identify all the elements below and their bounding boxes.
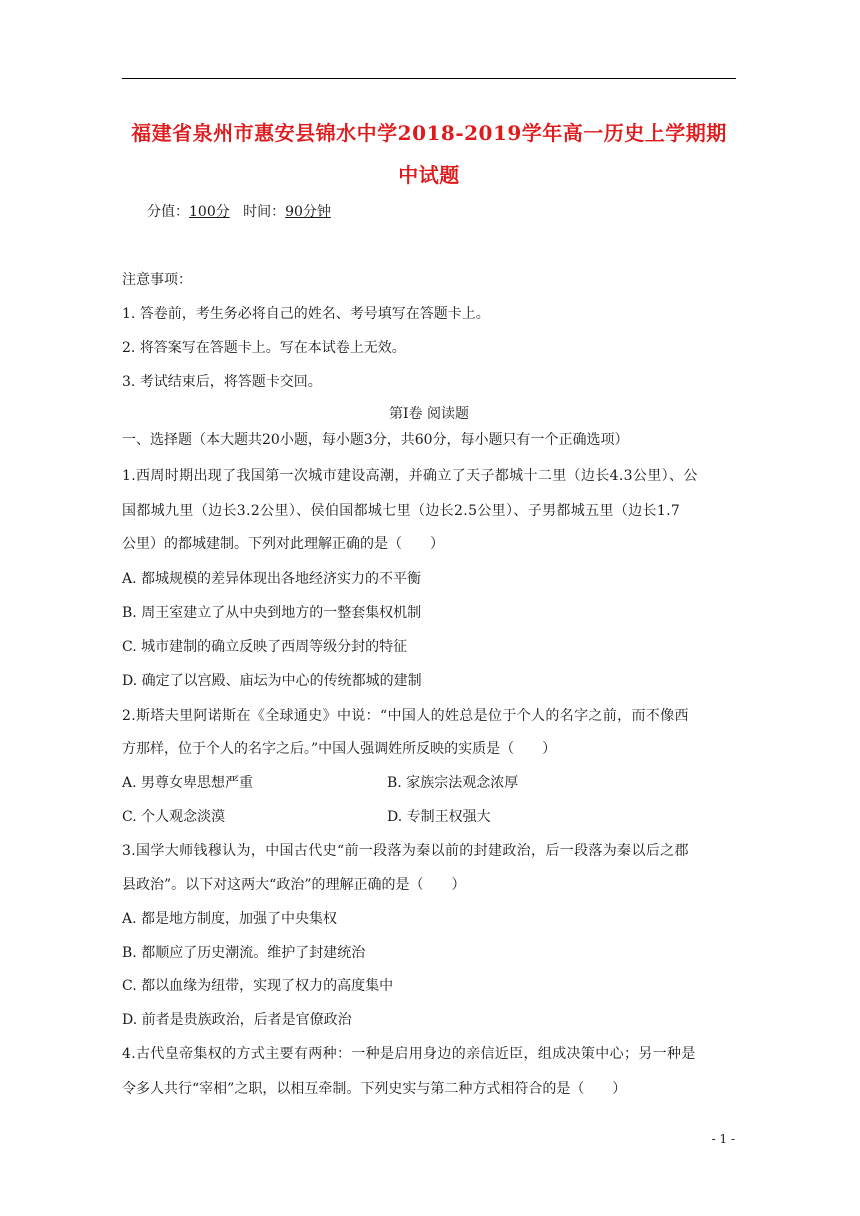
question-4-text: 4.古代皇帝集权的方式主要有两种：一种是启用身边的亲信近臣，组成决策中心；另一种是 <box>122 1046 696 1062</box>
page-number: - 1 - <box>711 1132 735 1146</box>
question-1-option-d: D. 确定了以宫殿、庙坛为中心的传统都城的建制 <box>122 673 422 689</box>
question-2-option-b: B. 家族宗法观念浓厚 <box>387 775 519 791</box>
question-3-text: 县政治”。以下对这两大“政治”的理解正确的是（ ） <box>122 877 466 893</box>
question-4-text: 令多人共行“宰相”之职，以相互牵制。下列史实与第二种方式相符合的是（ ） <box>122 1081 627 1097</box>
notes-heading: 注意事项： <box>122 272 192 288</box>
header-rule <box>122 78 736 79</box>
question-2-option-d: D. 专制王权强大 <box>387 809 491 825</box>
question-1-option-a: A. 都城规模的差异体现出各地经济实力的不平衡 <box>122 571 422 587</box>
question-1-option-b: B. 周王室建立了从中央到地方的一整套集权机制 <box>122 605 422 621</box>
note-item: 1. 答卷前，考生务必将自己的姓名、考号填写在答题卡上。 <box>122 306 490 322</box>
time-value: 90分钟 <box>285 204 331 220</box>
question-2-option-a: A. 男尊女卑思想严重 <box>122 775 254 791</box>
exam-meta <box>147 202 331 222</box>
question-3-option-d: D. 前者是贵族政治，后者是官僚政治 <box>122 1012 352 1028</box>
question-1-text: 国都城九里（边长3.2公里）、侯伯国都城七里（边长2.5公里）、子男都城五里（边长1.7 <box>122 503 681 519</box>
question-1-text: 1.西周时期出现了我国第一次城市建设高潮，并确立了天子都城十二里（边长4.3公里）、公 <box>122 468 698 484</box>
note-item: 2. 将答案写在答题卡上。写在本试卷上无效。 <box>122 340 406 356</box>
score-value: 100分 <box>189 204 230 220</box>
section-instruction: 一、选择题（本大题共20小题，每小题3分，共60分，每小题只有一个正确选项） <box>122 432 629 448</box>
question-3-option-b: B. 都顺应了历史潮流。维护了封建统治 <box>122 945 366 961</box>
question-3-option-c: C. 都以血缘为纽带，实现了权力的高度集中 <box>122 978 394 994</box>
note-item: 3. 考试结束后，将答题卡交回。 <box>122 374 322 390</box>
question-1-text: 公里）的都城建制。下列对此理解正确的是（ ） <box>122 536 444 552</box>
question-2-option-c: C. 个人观念淡漠 <box>122 809 226 825</box>
question-3-option-a: A. 都是地方制度，加强了中央集权 <box>122 911 338 927</box>
question-3-text: 3.国学大师钱穆认为，中国古代史“前一段落为秦以前的封建政治，后一段落为秦以后之郡 <box>122 843 689 859</box>
time-label: 时间： <box>243 204 286 220</box>
question-2-text: 2.斯塔夫里阿诺斯在《全球通史》中说：“中国人的姓总是位于个人的名字之前，而不像西 <box>122 708 689 724</box>
section-title: 第Ⅰ卷 阅读题 <box>389 406 469 422</box>
question-1-option-c: C. 城市建制的确立反映了西周等级分封的特征 <box>122 639 408 655</box>
exam-title: 福建省泉州市惠安县锦水中学2018-2019学年高一历史上学期期中试题 <box>131 121 727 187</box>
score-label: 分值： <box>147 204 189 220</box>
question-2-text: 方那样，位于个人的名字之后。”中国人强调姓所反映的实质是（ ） <box>122 741 557 757</box>
